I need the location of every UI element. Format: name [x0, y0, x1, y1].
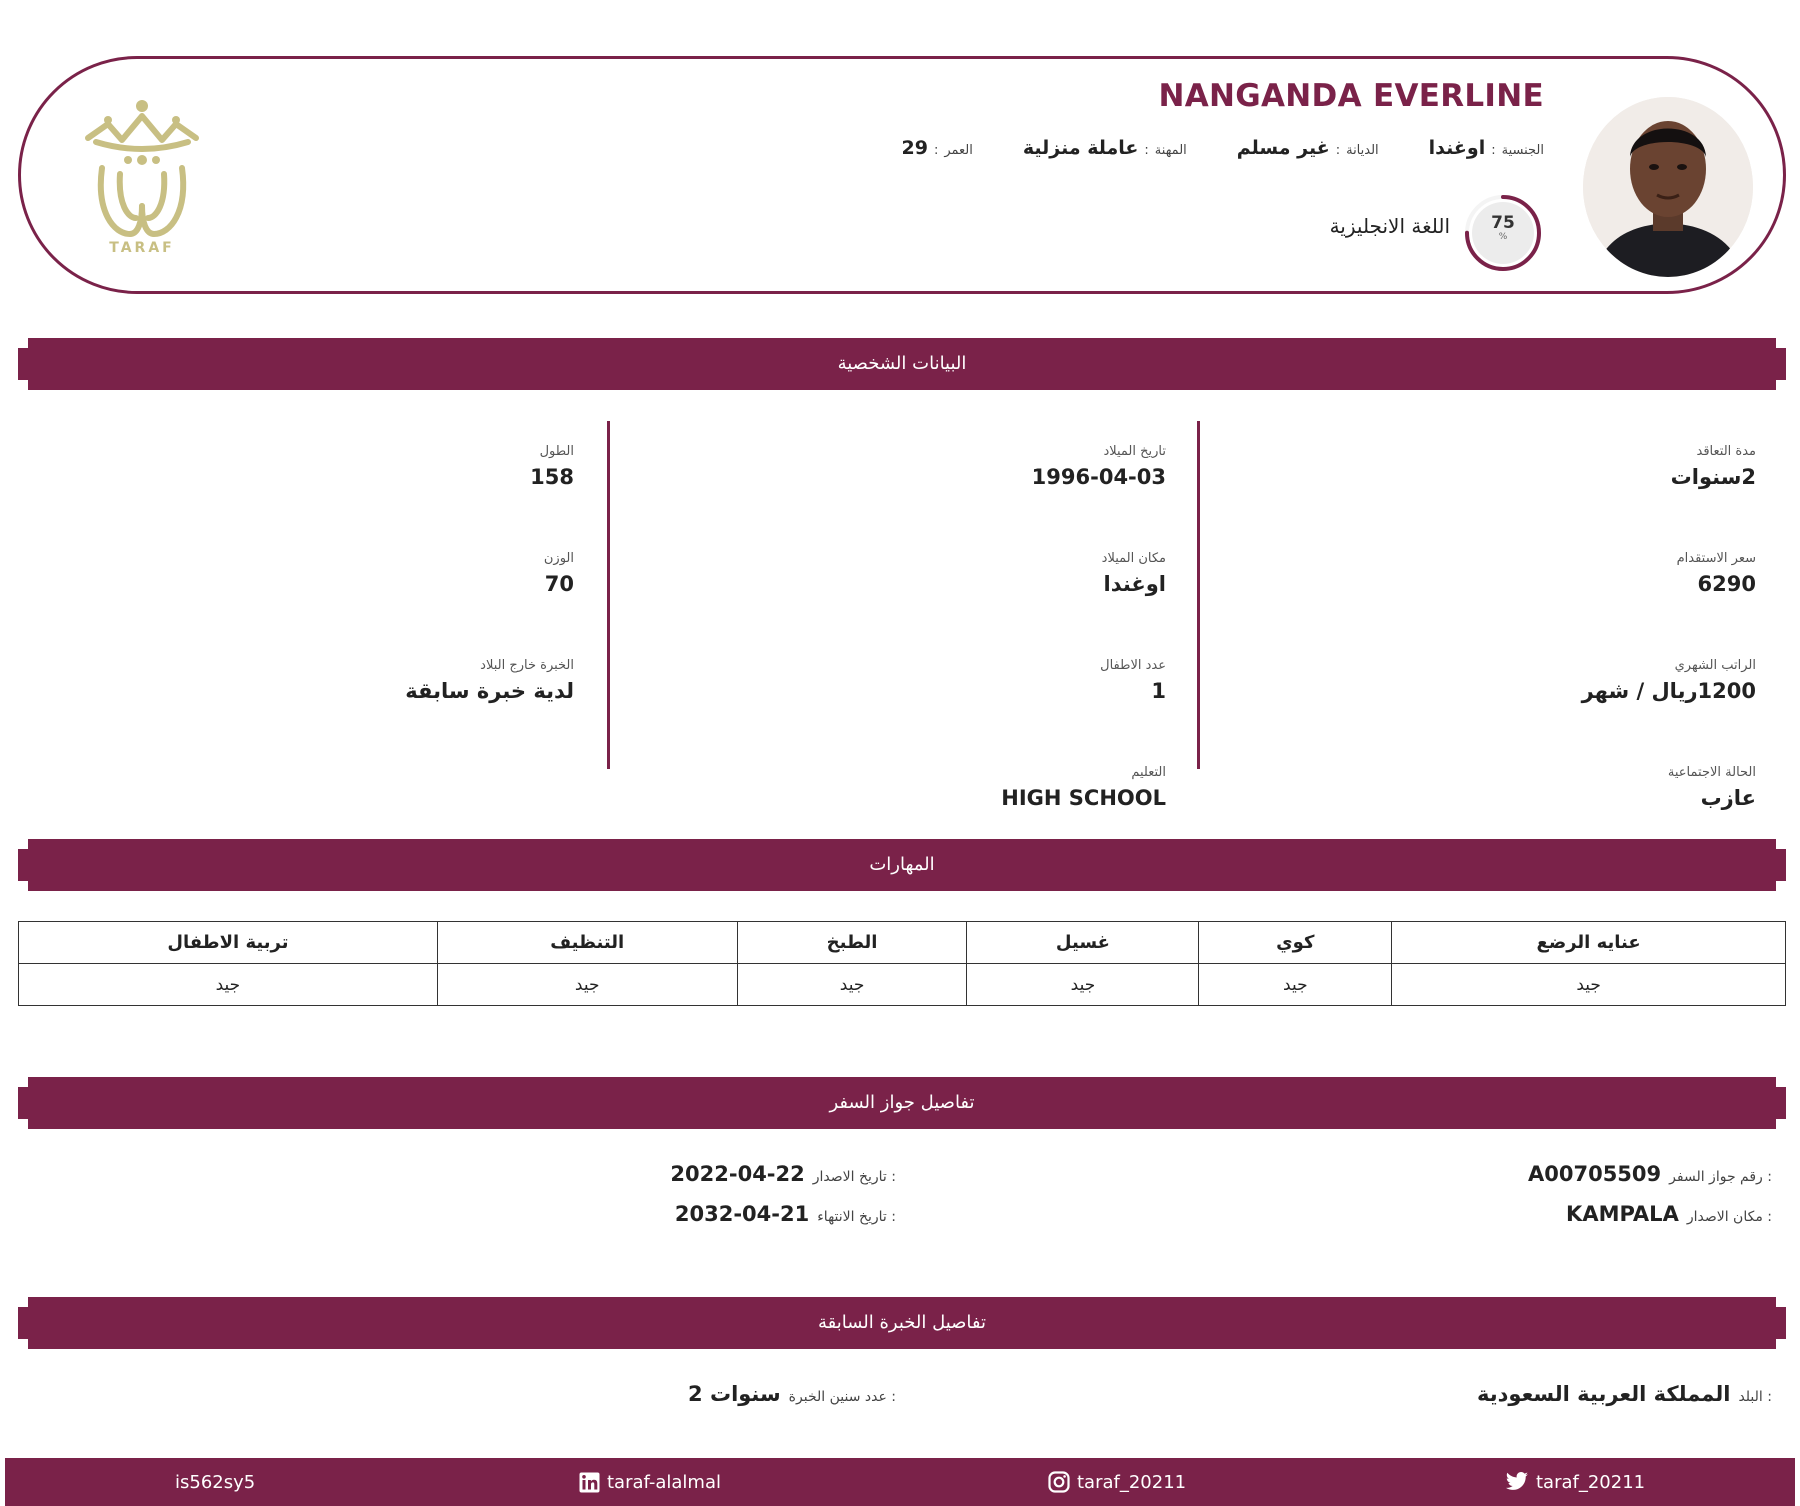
skill-header-childcare: تربية الاطفال	[19, 922, 438, 964]
passport-issue-date: تاريخ الاصدار : 2022-04-22	[670, 1162, 896, 1186]
skill-header-cleaning: التنظيف	[437, 922, 737, 964]
skills-value-row	[19, 964, 1786, 1006]
experience-title: تفاصيل الخبرة السابقة	[817, 1312, 987, 1333]
monthly-salary-field: الراتب الشهري 1200ريال / شهر	[1581, 658, 1756, 703]
skills-title: المهارات	[869, 854, 935, 875]
recruitment-price-field: سعر الاستقدام 6290	[1676, 551, 1756, 596]
personal-col-body	[54, 420, 574, 741]
column-divider-right	[1197, 421, 1200, 769]
skill-value-cooking: جيد	[737, 964, 967, 1006]
profession-label: المهنة	[1154, 143, 1187, 158]
nationality-label: الجنسية	[1501, 143, 1544, 158]
linkedin-icon	[579, 1472, 600, 1493]
worker-name: NANGANDA EVERLINE	[1158, 78, 1544, 114]
children-count-field: عدد الاطفال 1	[1100, 658, 1166, 703]
personal-data-banner	[18, 338, 1786, 390]
skill-value-ironing: جيد	[1199, 964, 1392, 1006]
english-level-value: 75	[1491, 213, 1515, 233]
religion-colon: :	[1335, 143, 1341, 158]
height-field: الطول 158	[530, 444, 574, 489]
passport-expiry-date: تاريخ الانتهاء : 2032-04-21	[674, 1202, 896, 1226]
age-value: 29	[901, 137, 928, 159]
profession-value: عاملة منزلية	[1022, 137, 1139, 159]
passport-number: رقم جواز السفر : A00705509	[1528, 1162, 1772, 1186]
skill-header-cooking: الطبخ	[737, 922, 967, 964]
profession-colon: :	[1144, 143, 1149, 158]
profession-item	[1023, 137, 1187, 159]
skill-header-ironing: كوي	[1199, 922, 1392, 964]
experience-banner	[18, 1297, 1786, 1349]
personal-data-title: البيانات الشخصية	[837, 353, 967, 374]
skill-header-infant-care: عنايه الرضع	[1392, 922, 1786, 964]
weight-field: الوزن 70	[543, 551, 574, 596]
skills-banner	[18, 839, 1786, 891]
worker-photo	[1583, 97, 1753, 277]
footer-code	[175, 1458, 255, 1506]
instagram-icon	[1048, 1471, 1070, 1493]
footer-instagram[interactable]	[1048, 1458, 1186, 1506]
logo-wordmark: TARAF	[109, 240, 175, 256]
cv-code: is562sy5	[175, 1471, 256, 1493]
column-divider-left	[607, 421, 610, 769]
skill-value-infant-care: جيد	[1392, 964, 1786, 1006]
passport-banner	[18, 1077, 1786, 1129]
religion-value: غير مسلم	[1236, 137, 1330, 159]
nationality-colon: :	[1491, 143, 1496, 158]
skill-value-washing: جيد	[967, 964, 1199, 1006]
footer-twitter[interactable]	[1505, 1458, 1645, 1506]
personal-col-contract	[1236, 420, 1756, 848]
skill-header-washing: غسيل	[967, 922, 1199, 964]
twitter-icon	[1505, 1472, 1529, 1492]
age-colon: :	[933, 143, 939, 158]
nationality-value: اوغندا	[1428, 137, 1486, 159]
age-label: العمر	[944, 143, 973, 158]
experience-years: عدد سنين الخبرة : 2 سنوات	[688, 1382, 896, 1406]
contract-duration-field: مدة التعاقد 2سنوات	[1670, 444, 1756, 489]
marital-status-field: الحالة الاجتماعية عازب	[1667, 765, 1756, 810]
footer-linkedin[interactable]	[579, 1458, 721, 1506]
taraf-logo	[80, 94, 204, 260]
twitter-handle: taraf_20211	[1536, 1471, 1646, 1493]
skill-value-cleaning: جيد	[437, 964, 737, 1006]
profile-info-row	[901, 137, 1544, 159]
passport-title: تفاصيل جواز السفر	[829, 1092, 975, 1113]
personal-col-birth	[646, 420, 1166, 848]
birth-date-field: تاريخ الميلاد 1996-04-03	[1031, 444, 1166, 489]
religion-label: الديانة	[1346, 143, 1379, 158]
education-field: التعليم HIGH SCHOOL	[1001, 765, 1166, 810]
skills-header-row	[19, 922, 1786, 964]
english-language-label: اللغة الانجليزية	[1329, 214, 1450, 238]
birth-place-field: مكان الميلاد اوغندا	[1101, 551, 1166, 596]
passport-issue-place: مكان الاصدار : KAMPALA	[1566, 1202, 1772, 1226]
instagram-handle: taraf_20211	[1077, 1471, 1187, 1493]
english-level-unit: %	[1498, 232, 1508, 242]
skill-value-childcare: جيد	[19, 964, 438, 1006]
footer-bar	[5, 1458, 1795, 1506]
religion-item	[1237, 137, 1379, 159]
experience-country: البلد : المملكة العربية السعودية	[1477, 1382, 1772, 1406]
linkedin-handle: taraf-alalmal	[607, 1471, 721, 1493]
skills-table	[18, 921, 1786, 1006]
experience-abroad-field: الخبرة خارج البلاد لدية خبرة سابقة	[405, 658, 574, 703]
nationality-item	[1429, 137, 1544, 159]
age-item	[901, 137, 972, 159]
